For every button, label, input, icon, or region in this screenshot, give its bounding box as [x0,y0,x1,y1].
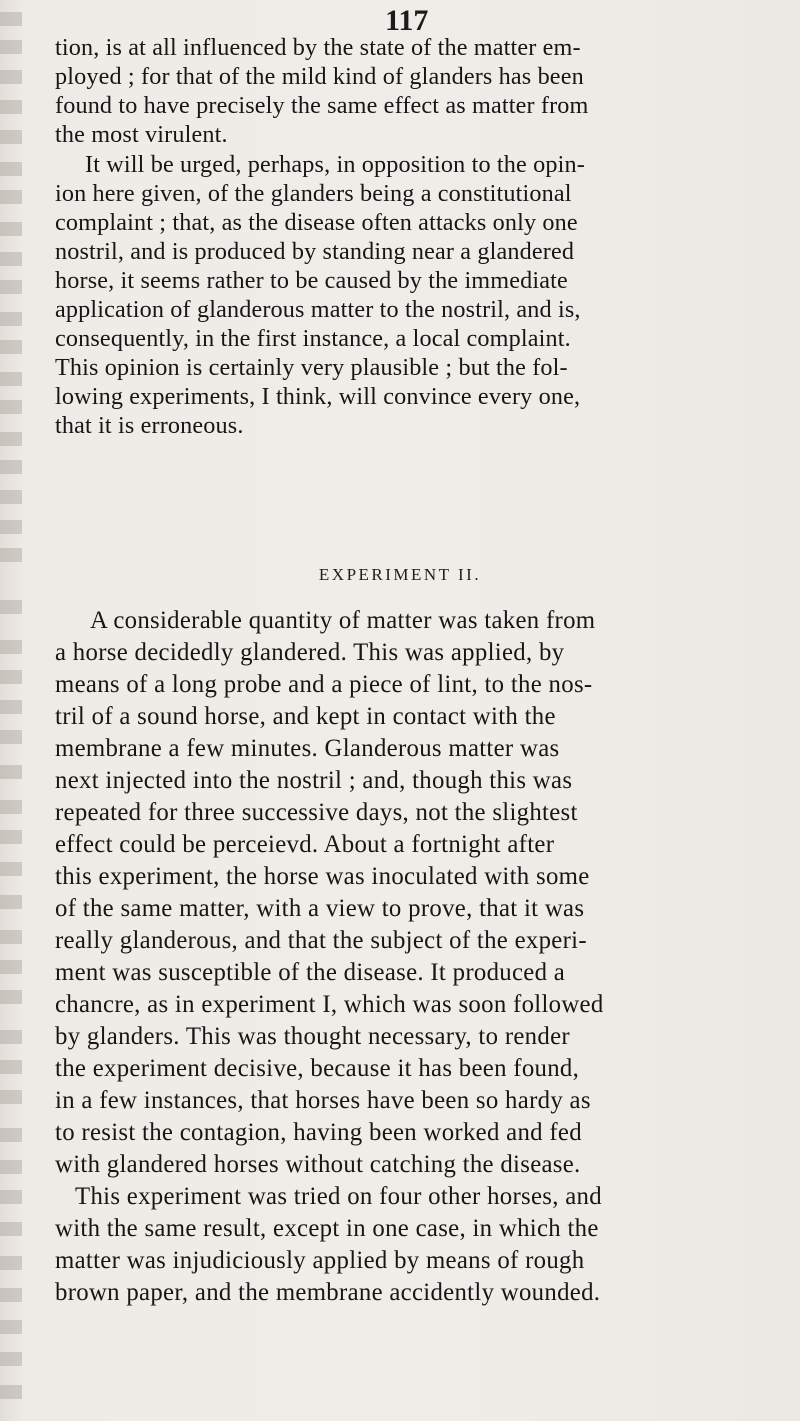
binding-gutter-mark [0,190,22,204]
text-line: the experiment decisive, because it has been found, [55,1055,580,1082]
text-line: means of a long probe and a piece of lint, to the nos- [55,671,593,698]
binding-gutter-mark [0,1320,22,1334]
text-line: found to have precisely the same effect as matter from [55,92,589,119]
binding-gutter-mark [0,372,22,386]
text-line: a horse decidedly glandered. This was applied, by [55,639,565,666]
binding-gutter-mark [0,70,22,84]
binding-gutter-mark [0,312,22,326]
binding-gutter-mark [0,222,22,236]
text-line: nostril, and is produced by standing near a glandered [55,238,575,265]
binding-gutter-mark [0,432,22,446]
binding-gutter-mark [0,730,22,744]
text-line: chancre, as in experiment I, which was soon followed [55,991,604,1018]
binding-gutter-mark [0,40,22,54]
text-line: that it is erroneous. [55,412,244,439]
binding-gutter-mark [0,1060,22,1074]
text-line: the most virulent. [55,121,228,148]
binding-gutter-mark [0,1352,22,1366]
text-line: This opinion is certainly very plausible ; but the fol- [55,354,568,381]
binding-gutter-mark [0,600,22,614]
binding-gutter-mark [0,670,22,684]
text-line: A considerable quantity of matter was taken from [90,607,596,634]
text-line: This experiment was tried on four other horses, and [75,1183,602,1210]
binding-gutter-mark [0,960,22,974]
binding-gutter-mark [0,640,22,654]
text-line: with the same result, except in one case, in which the [55,1215,599,1242]
binding-gutter-mark [0,1256,22,1270]
text-line: with glandered horses without catching the disease. [55,1151,581,1178]
binding-gutter-mark [0,280,22,294]
text-line: brown paper, and the membrane accidently wounded. [55,1279,601,1306]
binding-gutter-mark [0,1222,22,1236]
text-line: effect could be perceievd. About a fortnight after [55,831,555,858]
text-line: ment was susceptible of the disease. It produced a [55,959,566,986]
text-line: It will be urged, perhaps, in opposition to the opin- [85,151,585,178]
binding-gutter-mark [0,765,22,779]
binding-gutter-mark [0,862,22,876]
binding-gutter-mark [0,130,22,144]
text-line: consequently, in the first instance, a local complaint. [55,325,571,352]
binding-gutter-mark [0,1190,22,1204]
text-line: ion here given, of the glanders being a constitutional [55,180,572,207]
binding-gutter-mark [0,895,22,909]
text-line: matter was injudiciously applied by means of rough [55,1247,585,1274]
binding-gutter-mark [0,700,22,714]
binding-gutter-mark [0,1288,22,1302]
text-line: in a few instances, that horses have been so hardy as [55,1087,591,1114]
binding-gutter-mark [0,100,22,114]
text-line: really glanderous, and that the subject of the experi- [55,927,587,954]
text-line: of the same matter, with a view to prove, that it was [55,895,585,922]
binding-gutter-mark [0,340,22,354]
binding-gutter-mark [0,830,22,844]
binding-gutter-mark [0,1030,22,1044]
text-line: application of glanderous matter to the nostril, and is, [55,296,581,323]
text-line: lowing experiments, I think, will convince every one, [55,383,581,410]
text-line: next injected into the nostril ; and, though this was [55,767,573,794]
binding-gutter-mark [0,490,22,504]
text-line: to resist the contagion, having been worked and fed [55,1119,582,1146]
binding-gutter-mark [0,800,22,814]
binding-gutter-mark [0,1160,22,1174]
text-line: repeated for three successive days, not the slightest [55,799,578,826]
text-line: horse, it seems rather to be caused by the immediate [55,267,568,294]
text-line: by glanders. This was thought necessary, to render [55,1023,570,1050]
binding-gutter-mark [0,162,22,176]
text-line: complaint ; that, as the disease often attacks only one [55,209,578,236]
binding-gutter-mark [0,1385,22,1399]
section-heading: EXPERIMENT II. [318,565,482,584]
binding-gutter-mark [0,990,22,1004]
binding-gutter-mark [0,520,22,534]
binding-gutter-mark [0,12,22,26]
text-line: tril of a sound horse, and kept in contact with the [55,703,556,730]
binding-gutter-mark [0,1128,22,1142]
binding-gutter-mark [0,930,22,944]
binding-gutter-mark [0,400,22,414]
binding-gutter-mark [0,1090,22,1104]
text-line: tion, is at all influenced by the state of the matter em- [55,34,581,61]
binding-gutter-mark [0,548,22,562]
text-line: this experiment, the horse was inoculated with some [55,863,590,890]
page-number: 117 [385,4,429,37]
binding-gutter-mark [0,460,22,474]
binding-gutter-mark [0,252,22,266]
text-line: ployed ; for that of the mild kind of glanders has been [55,63,584,90]
text-line: membrane a few minutes. Glanderous matter was [55,735,560,762]
